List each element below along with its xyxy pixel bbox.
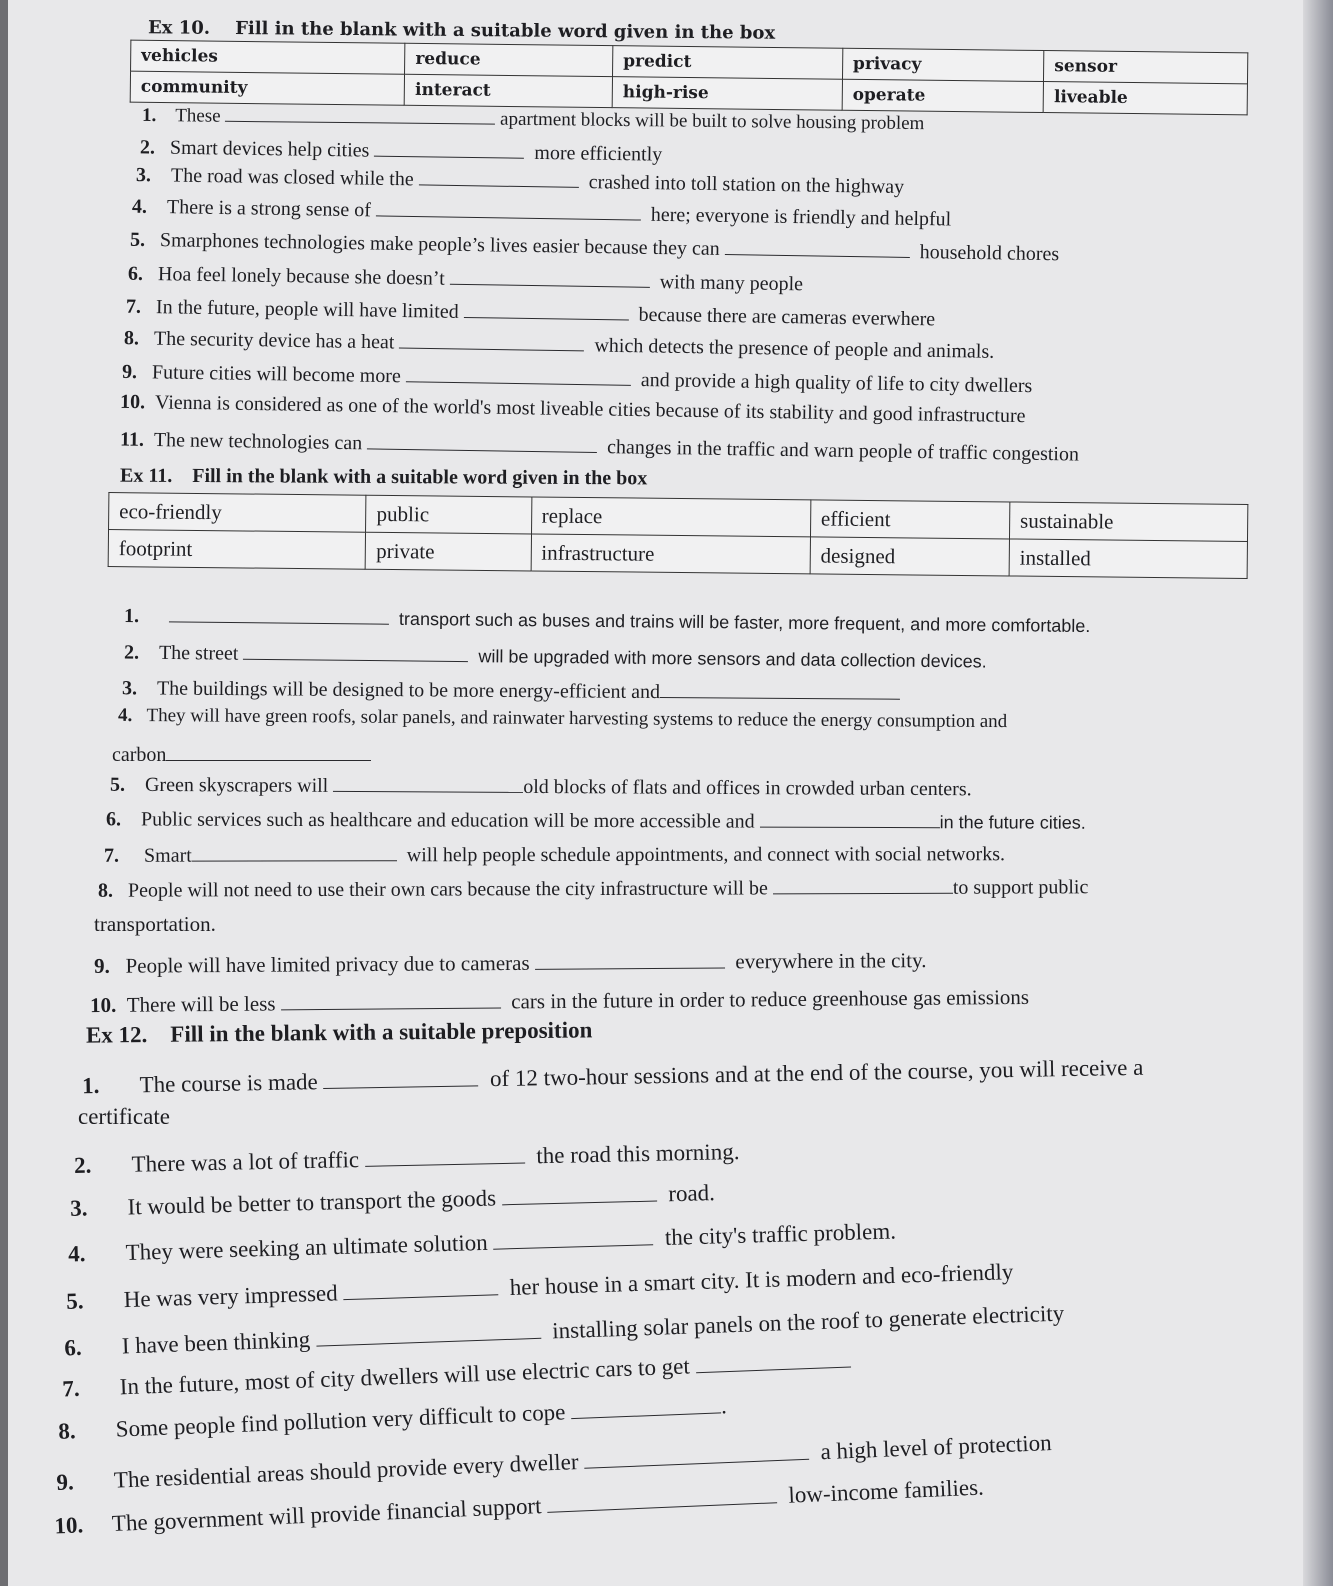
answer-blank[interactable] <box>406 361 631 386</box>
answer-blank[interactable] <box>450 264 650 288</box>
answer-blank[interactable] <box>374 136 524 159</box>
ex11-item: 5. Green skyscrapers will old blocks of flats and offices in crowded urban centers. <box>110 770 972 802</box>
answer-blank[interactable] <box>192 840 397 861</box>
ex11-item: 6. Public services such as healthcare and education will be more accessible and in the future cities. <box>105 808 1086 833</box>
answer-blank[interactable] <box>501 1178 657 1206</box>
ex11-title <box>120 465 647 491</box>
ex11-word: public <box>366 495 532 534</box>
answer-blank[interactable] <box>760 807 940 829</box>
answer-blank[interactable] <box>419 164 579 188</box>
ex12-item: 5. He was very impressed her house in a smart city. It is modern and eco-friendly <box>65 1259 1014 1314</box>
answer-blank[interactable] <box>546 1479 777 1513</box>
ex10-word: high-rise <box>612 77 842 111</box>
ex11-title-text: Fill in the blank with a suitable word given in the box <box>192 464 648 490</box>
ex11-item: 10. There will be less cars in the future in order to reduce greenhouse gas emissions <box>89 984 1030 1018</box>
answer-blank[interactable] <box>365 1140 525 1167</box>
ex12-title <box>86 1017 593 1048</box>
ex11-item: 4. They will have green roofs, solar panels, and rainwater harvesting systems to reduce the energy consumption and <box>117 704 1008 733</box>
ex10-item: 6. Hoa feel lonely because she doesn’t with many people <box>127 262 804 296</box>
ex11-word: replace <box>531 497 811 537</box>
ex11-item: 8. People will not need to use their own cars because the city infrastructure will be to support public <box>98 872 1088 902</box>
ex10-word: liveable <box>1043 82 1247 115</box>
ex11-word: eco-friendly <box>109 493 367 533</box>
ex11-word: installed <box>1009 539 1247 578</box>
answer-blank[interactable] <box>660 677 900 700</box>
worksheet-page <box>8 0 1333 1586</box>
answer-blank[interactable] <box>695 1344 851 1374</box>
ex10-word: privacy <box>842 48 1044 81</box>
ex11-item-cont: transportation. <box>94 912 216 936</box>
ex10-item: 5. Smarphones technologies make people’s lives easier because they can household chores <box>129 228 1060 266</box>
ex11-word: efficient <box>810 500 1010 539</box>
ex11-word: infrastructure <box>531 534 811 574</box>
ex10-item: 7. In the future, people will have limited because there are cameras everwhere <box>125 295 936 331</box>
ex11-word: footprint <box>108 530 366 570</box>
answer-blank[interactable] <box>584 1436 810 1469</box>
ex11-item: 9. People will have limited privacy due to cameras everywhere in the city. <box>93 948 927 978</box>
ex12-item: 10. The government will provide financial support low-income families. <box>53 1474 985 1539</box>
ex10-item: 4. There is a strong sense of here; everyone is friendly and helpful <box>131 195 952 231</box>
answer-blank[interactable] <box>169 601 389 624</box>
ex10-item: 2. Smart devices help cities more efficiently <box>139 136 663 166</box>
answer-blank[interactable] <box>773 873 953 895</box>
ex12-item: 7. In the future, most of city dwellers will use electric cars to get <box>62 1344 851 1403</box>
ex10-word: community <box>130 71 405 105</box>
ex12-item: 6. I have been thinking installing solar panels on the roof to generate electricity <box>63 1300 1065 1361</box>
ex10-word: sensor <box>1044 51 1248 84</box>
ex10-item: 10. Vienna is considered as one of the world's most liveable cities because of its stability and good infrastructure <box>119 390 1026 428</box>
ex10-word: operate <box>842 79 1044 112</box>
ex10-item: 3. The road was closed while the crashed into toll station on the highway <box>135 163 905 199</box>
answer-blank[interactable] <box>243 639 468 662</box>
ex11-item: 3. The buildings will be designed to be more energy-efficient and <box>122 673 900 705</box>
answer-blank[interactable] <box>367 428 597 453</box>
ex10-word: predict <box>613 46 843 80</box>
ex10-item: 9. Future cities will become more and provide a high quality of life to city dwellers <box>121 360 1033 398</box>
ex11-word: private <box>366 532 532 571</box>
ex11-item: 1. transport such as buses and trains will be faster, more frequent, and more comfortable. <box>124 601 1091 638</box>
answer-blank[interactable] <box>323 1062 478 1089</box>
answer-blank[interactable] <box>376 195 641 220</box>
answer-blank[interactable] <box>464 297 629 321</box>
answer-blank[interactable] <box>225 102 495 125</box>
answer-blank[interactable] <box>725 234 910 258</box>
ex11-word: designed <box>810 537 1010 576</box>
ex12-item: 4. They were seeking an ultimate solution the city's traffic problem. <box>67 1218 897 1267</box>
answer-blank[interactable] <box>343 1271 499 1300</box>
ex10-title <box>148 17 775 43</box>
ex10-word: vehicles <box>131 40 406 74</box>
ex11-item: 7. Smart will help people schedule appointments, and connect with social networks. <box>104 839 1005 868</box>
ex12-item: 3. It would be better to transport the goods road. <box>70 1176 715 1222</box>
ex12-number: Ex 12. <box>85 1022 148 1048</box>
ex10-item: 1. These apartment blocks will be built to solve housing problem <box>142 101 925 135</box>
ex12-item-cont: certificate <box>78 1104 170 1129</box>
answer-blank[interactable] <box>570 1389 721 1419</box>
answer-blank[interactable] <box>535 947 725 970</box>
answer-blank[interactable] <box>493 1221 654 1249</box>
ex12-item: 1. The course is made of 12 two-hour sessions and at the end of the course, you will receive a <box>81 1054 1144 1099</box>
ex11-item: 2. The street will be upgraded with more sensors and data collection devices. <box>124 637 987 673</box>
answer-blank[interactable] <box>399 327 584 351</box>
ex10-item: 11. The new technologies can changes in the traffic and warn people of traffic congestion <box>119 428 1080 466</box>
ex10-title-text: Fill in the blank with a suitable word given in the box <box>235 18 776 44</box>
ex12-item: 8. Some people find pollution very difficult to cope . <box>58 1389 728 1445</box>
ex11-number: Ex 11. <box>119 464 173 487</box>
ex12-title-text: Fill in the blank with a suitable preposition <box>170 1017 593 1047</box>
ex12-item: 2. There was a lot of traffic the road this morning. <box>73 1139 740 1178</box>
ex10-number: Ex 10. <box>147 17 211 39</box>
ex11-item-cont: carbon <box>112 740 371 767</box>
ex10-item: 8. The security device has a heat which detects the presence of people and animals. <box>123 327 995 363</box>
ex11-word-box <box>108 492 1249 579</box>
ex10-word: interact <box>404 74 612 107</box>
ex12-item: 9. The residential areas should provide every dweller a high level of protection <box>55 1430 1053 1495</box>
ex10-word: reduce <box>405 43 613 76</box>
answer-blank[interactable] <box>166 740 371 761</box>
ex11-word: sustainable <box>1009 502 1247 541</box>
answer-blank[interactable] <box>315 1315 541 1347</box>
answer-blank[interactable] <box>281 987 501 1011</box>
answer-blank[interactable] <box>333 771 523 793</box>
